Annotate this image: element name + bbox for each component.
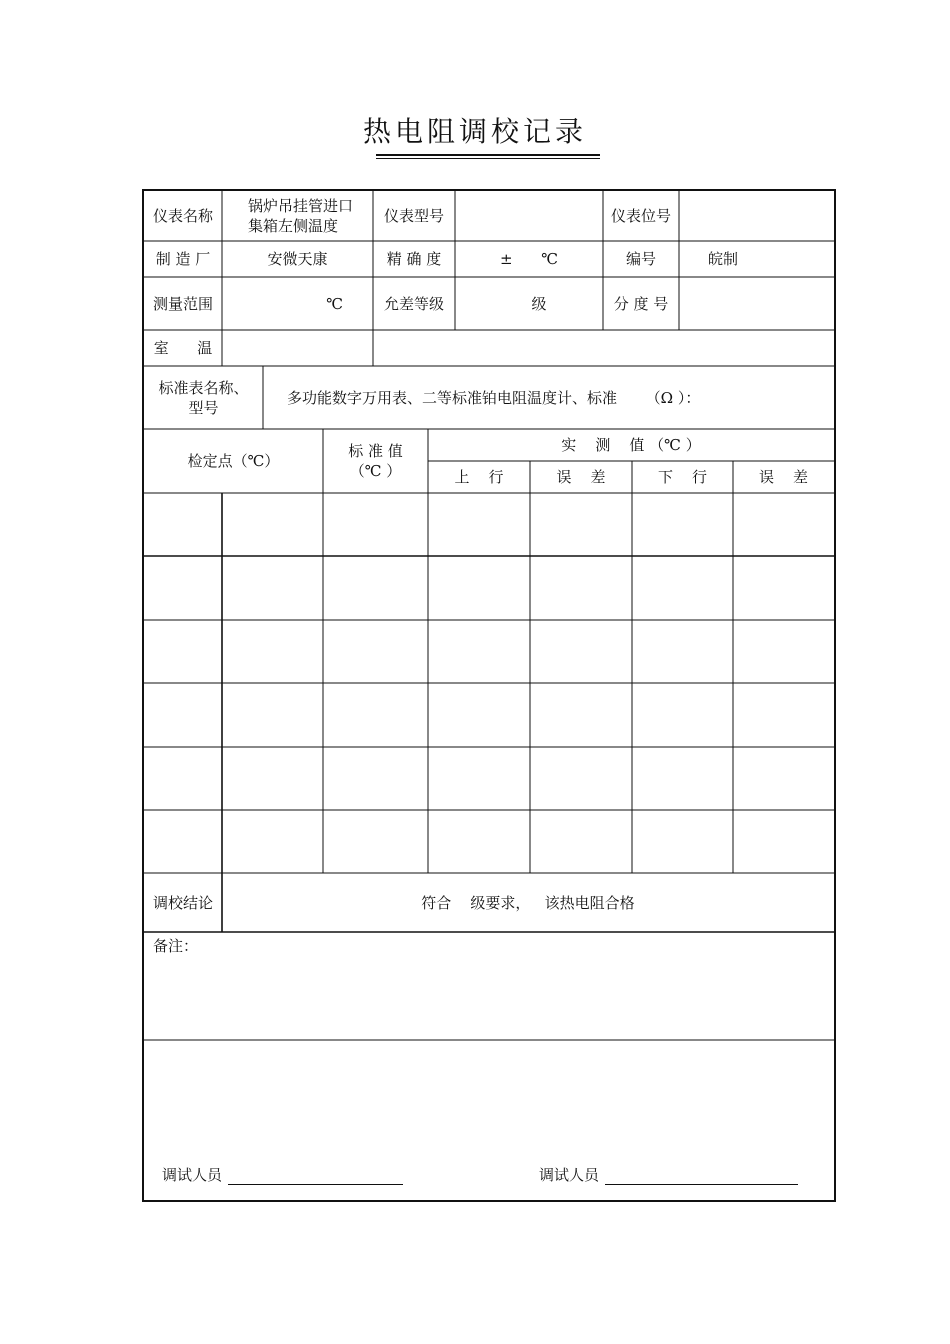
division-label: 分 度 号	[613, 294, 669, 313]
table-cell	[632, 810, 733, 873]
table-cell	[222, 810, 323, 873]
table-cell	[530, 810, 632, 873]
range-label: 测量范围	[152, 294, 213, 313]
table-cell	[733, 556, 834, 620]
table-cell	[144, 493, 222, 556]
serial-value: 皖制	[708, 250, 739, 268]
table-cell	[428, 683, 530, 747]
table-cell	[733, 493, 834, 556]
table-cell	[144, 556, 222, 620]
instrument-name-label: 仪表名称	[152, 207, 213, 225]
table-cell	[733, 683, 834, 747]
table-cell	[323, 810, 428, 873]
manufacturer-label: 制 造 厂	[155, 250, 211, 268]
standard-value-header-line1: 标 准 值	[348, 442, 403, 460]
model-value	[455, 191, 603, 241]
instrument-name-value	[222, 191, 373, 241]
check-point-header: 检定点（℃）	[187, 452, 280, 470]
table-cell	[428, 493, 530, 556]
table-cell	[530, 556, 632, 620]
division-value	[679, 277, 834, 330]
remarks-label: 备注：	[153, 937, 199, 955]
table-cell	[144, 683, 222, 747]
manufacturer-value: 安微天康	[267, 250, 328, 268]
title-underline-thin	[376, 158, 600, 159]
table-cell	[530, 493, 632, 556]
table-cell	[323, 620, 428, 683]
table-cell	[428, 810, 530, 873]
table-cell	[632, 556, 733, 620]
table-cell	[222, 683, 323, 747]
table-cell	[323, 747, 428, 810]
room-temp-label: 室 温	[153, 339, 213, 357]
table-cell	[323, 683, 428, 747]
table-cell	[530, 620, 632, 683]
up-error-header: 误 差	[556, 468, 606, 486]
title-underline	[376, 154, 600, 156]
table-cell	[733, 810, 834, 873]
document-title: 热电阻调校记录	[362, 115, 587, 148]
measured-header: 实 测 值 （℃ ）	[561, 436, 701, 454]
table-cell	[323, 493, 428, 556]
conclusion-label: 调校结论	[152, 893, 213, 912]
standard-label-line2: 型号	[188, 398, 219, 417]
instrument-name-value-line1: 锅炉吊挂管进口	[248, 197, 354, 215]
table-cell	[733, 747, 834, 810]
model-label: 仪表型号	[383, 207, 444, 225]
accuracy-value: ± ℃	[500, 250, 558, 268]
range-value: ℃	[326, 294, 343, 313]
down-header: 下 行	[657, 468, 708, 486]
position-label: 仪表位号	[610, 207, 671, 225]
table-cell	[144, 810, 222, 873]
signature-right-label: 调试人员	[539, 1166, 600, 1184]
table-cell	[632, 747, 733, 810]
table-cell	[144, 620, 222, 683]
table-cell	[428, 620, 530, 683]
standard-label-line1: 标准表名称、	[158, 378, 249, 397]
table-cell	[323, 556, 428, 620]
table-cell	[428, 556, 530, 620]
room-temp-value	[222, 330, 373, 366]
table-cell	[222, 556, 323, 620]
table-cell	[222, 620, 323, 683]
table-cell	[632, 683, 733, 747]
position-value	[679, 191, 834, 241]
standard-value-header-line2: （℃ ）	[349, 462, 402, 480]
table-cell	[222, 747, 323, 810]
table-cell	[530, 683, 632, 747]
standard-value-header	[323, 429, 428, 493]
table-cell	[428, 747, 530, 810]
tolerance-label: 允差等级	[383, 294, 444, 313]
down-error-header: 误 差	[758, 468, 809, 486]
table-cell	[530, 747, 632, 810]
signature-left-label: 调试人员	[162, 1166, 223, 1184]
up-header: 上 行	[454, 468, 504, 486]
conclusion-value: 符合 级要求， 该热电阻合格	[421, 893, 635, 912]
standard-value: 多功能数字万用表、二等标准铂电阻温度计、标准 （Ω ）：	[287, 388, 701, 407]
tolerance-value: 级	[531, 294, 547, 313]
instrument-name-value-line2: 集箱左侧温度	[248, 217, 339, 235]
standard-label	[144, 366, 263, 429]
table-cell	[222, 493, 323, 556]
table-cell	[144, 747, 222, 810]
serial-label: 编号	[625, 250, 656, 268]
accuracy-label: 精 确 度	[386, 250, 442, 268]
signature-left-line	[228, 1184, 403, 1185]
table-cell	[632, 493, 733, 556]
table-cell	[733, 620, 834, 683]
table-cell	[632, 620, 733, 683]
signature-right-line	[605, 1184, 798, 1185]
